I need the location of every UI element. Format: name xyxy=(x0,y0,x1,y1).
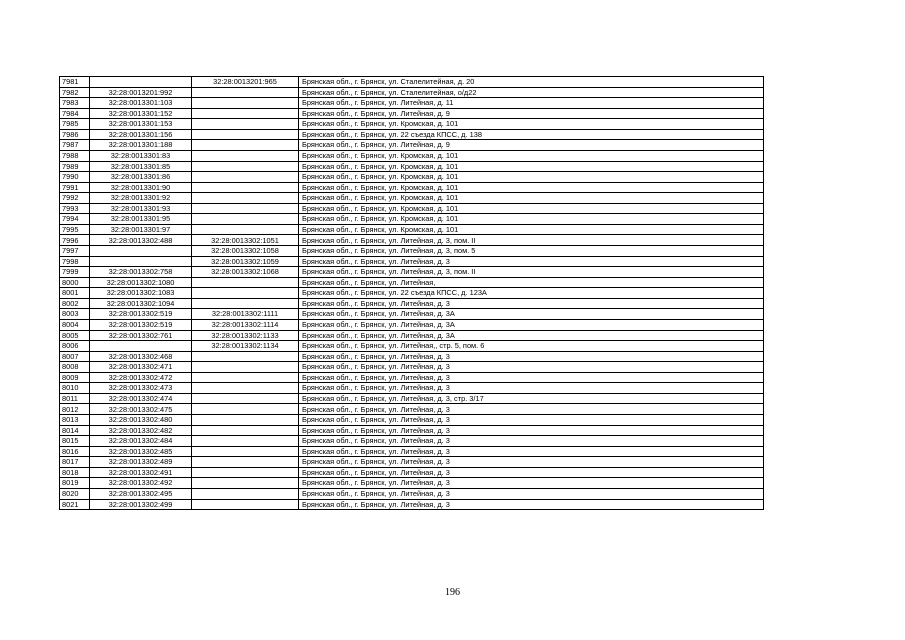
row-number-cell: 8009 xyxy=(60,372,90,383)
parcel-cadastral-cell: 32:28:0013302:489 xyxy=(90,457,192,468)
object-cadastral-cell xyxy=(192,362,299,373)
address-cell: Брянская обл., г. Брянск, ул. Литейная, д. 3 xyxy=(299,436,764,447)
parcel-cadastral-cell: 32:28:0013302:485 xyxy=(90,446,192,457)
table-row xyxy=(60,319,764,330)
parcel-cadastral-cell: 32:28:0013301:93 xyxy=(90,203,192,214)
parcel-cadastral-cell: 32:28:0013301:85 xyxy=(90,161,192,172)
object-cadastral-cell xyxy=(192,108,299,119)
parcel-cadastral-cell: 32:28:0013302:488 xyxy=(90,235,192,246)
object-cadastral-cell xyxy=(192,150,299,161)
parcel-cadastral-cell: 32:28:0013302:468 xyxy=(90,351,192,362)
table-row xyxy=(60,457,764,468)
parcel-cadastral-cell: 32:28:0013302:480 xyxy=(90,415,192,426)
object-cadastral-cell xyxy=(192,425,299,436)
row-number-cell: 8015 xyxy=(60,436,90,447)
table-row xyxy=(60,467,764,478)
object-cadastral-cell xyxy=(192,129,299,140)
table-row xyxy=(60,77,764,88)
row-number-cell: 8013 xyxy=(60,415,90,426)
parcel-cadastral-cell: 32:28:0013301:103 xyxy=(90,98,192,109)
table-row xyxy=(60,203,764,214)
table-row xyxy=(60,87,764,98)
row-number-cell: 7999 xyxy=(60,267,90,278)
table-row xyxy=(60,415,764,426)
row-number-cell: 7982 xyxy=(60,87,90,98)
address-cell: Брянская обл., г. Брянск, ул. Кромская, д. 101 xyxy=(299,214,764,225)
row-number-cell: 8007 xyxy=(60,351,90,362)
parcel-cadastral-cell xyxy=(90,246,192,257)
address-cell: Брянская обл., г. Брянск, ул. 22 съезда КПСС, д. 123А xyxy=(299,288,764,299)
row-number-cell: 8016 xyxy=(60,446,90,457)
table-row xyxy=(60,129,764,140)
address-cell: Брянская обл., г. Брянск, ул. Литейная,, стр. 5, пом. 6 xyxy=(299,341,764,352)
object-cadastral-cell xyxy=(192,351,299,362)
row-number-cell: 8017 xyxy=(60,457,90,468)
table-row xyxy=(60,341,764,352)
row-number-cell: 7983 xyxy=(60,98,90,109)
object-cadastral-cell: 32:28:0013302:1058 xyxy=(192,246,299,257)
table-row xyxy=(60,267,764,278)
table-row xyxy=(60,256,764,267)
row-number-cell: 7997 xyxy=(60,246,90,257)
address-cell: Брянская обл., г. Брянск, ул. Кромская, д. 101 xyxy=(299,172,764,183)
address-cell: Брянская обл., г. Брянск, ул. Литейная, д. 3 xyxy=(299,446,764,457)
object-cadastral-cell xyxy=(192,415,299,426)
table-row xyxy=(60,330,764,341)
row-number-cell: 7984 xyxy=(60,108,90,119)
row-number-cell: 7988 xyxy=(60,150,90,161)
parcel-cadastral-cell: 32:28:0013301:92 xyxy=(90,193,192,204)
row-number-cell: 7994 xyxy=(60,214,90,225)
object-cadastral-cell xyxy=(192,140,299,151)
parcel-cadastral-cell: 32:28:0013302:474 xyxy=(90,393,192,404)
row-number-cell: 7986 xyxy=(60,129,90,140)
object-cadastral-cell xyxy=(192,372,299,383)
address-cell: Брянская обл., г. Брянск, ул. Литейная, д. 3 xyxy=(299,298,764,309)
row-number-cell: 7981 xyxy=(60,77,90,88)
address-cell: Брянская обл., г. Брянск, ул. Литейная, д. 3 xyxy=(299,478,764,489)
table-row xyxy=(60,108,764,119)
table-row xyxy=(60,383,764,394)
parcel-cadastral-cell: 32:28:0013302:1083 xyxy=(90,288,192,299)
parcel-cadastral-cell: 32:28:0013302:519 xyxy=(90,309,192,320)
parcel-cadastral-cell: 32:28:0013302:1080 xyxy=(90,277,192,288)
parcel-cadastral-cell: 32:28:0013301:86 xyxy=(90,172,192,183)
row-number-cell: 8020 xyxy=(60,488,90,499)
object-cadastral-cell: 32:28:0013302:1111 xyxy=(192,309,299,320)
address-cell: Брянская обл., г. Брянск, ул. Литейная, xyxy=(299,277,764,288)
address-cell: Брянская обл., г. Брянск, ул. Кромская, д. 101 xyxy=(299,150,764,161)
object-cadastral-cell xyxy=(192,467,299,478)
row-number-cell: 8000 xyxy=(60,277,90,288)
row-number-cell: 7985 xyxy=(60,119,90,130)
table-row xyxy=(60,298,764,309)
object-cadastral-cell: 32:28:0013302:1114 xyxy=(192,319,299,330)
row-number-cell: 8008 xyxy=(60,362,90,373)
address-cell: Брянская обл., г. Брянск, ул. Кромская, д. 101 xyxy=(299,119,764,130)
address-cell: Брянская обл., г. Брянск, ул. Литейная, д. 3, пом. 5 xyxy=(299,246,764,257)
row-number-cell: 7990 xyxy=(60,172,90,183)
parcel-cadastral-cell: 32:28:0013302:491 xyxy=(90,467,192,478)
object-cadastral-cell xyxy=(192,277,299,288)
table-row xyxy=(60,161,764,172)
object-cadastral-cell: 32:28:0013302:1133 xyxy=(192,330,299,341)
address-cell: Брянская обл., г. Брянск, ул. Литейная, д. 3 xyxy=(299,425,764,436)
address-cell: Брянская обл., г. Брянск, ул. Литейная, д. 3 xyxy=(299,372,764,383)
row-number-cell: 7995 xyxy=(60,224,90,235)
parcel-cadastral-cell: 32:28:0013301:95 xyxy=(90,214,192,225)
object-cadastral-cell xyxy=(192,298,299,309)
table-row xyxy=(60,140,764,151)
object-cadastral-cell xyxy=(192,224,299,235)
parcel-cadastral-cell: 32:28:0013301:153 xyxy=(90,119,192,130)
parcel-cadastral-cell: 32:28:0013301:90 xyxy=(90,182,192,193)
row-number-cell: 8010 xyxy=(60,383,90,394)
row-number-cell: 8004 xyxy=(60,319,90,330)
row-number-cell: 7996 xyxy=(60,235,90,246)
table-row xyxy=(60,372,764,383)
object-cadastral-cell xyxy=(192,161,299,172)
table-row xyxy=(60,172,764,183)
object-cadastral-cell xyxy=(192,87,299,98)
row-number-cell: 8001 xyxy=(60,288,90,299)
table-row xyxy=(60,235,764,246)
table-row xyxy=(60,193,764,204)
address-cell: Брянская обл., г. Брянск, ул. Литейная, д. 3 xyxy=(299,256,764,267)
address-cell: Брянская обл., г. Брянск, ул. Литейная, д. 3 xyxy=(299,467,764,478)
row-number-cell: 8011 xyxy=(60,393,90,404)
parcel-cadastral-cell: 32:28:0013302:519 xyxy=(90,319,192,330)
table-row xyxy=(60,425,764,436)
parcel-cadastral-cell: 32:28:0013302:1094 xyxy=(90,298,192,309)
property-table xyxy=(59,76,764,510)
address-cell: Брянская обл., г. Брянск, ул. Литейная, д. 3А xyxy=(299,309,764,320)
row-number-cell: 7993 xyxy=(60,203,90,214)
table-row xyxy=(60,478,764,489)
address-cell: Брянская обл., г. Брянск, ул. Литейная, д. 3 xyxy=(299,351,764,362)
table-row xyxy=(60,436,764,447)
parcel-cadastral-cell xyxy=(90,341,192,352)
address-cell: Брянская обл., г. Брянск, ул. Литейная, д. 3 xyxy=(299,488,764,499)
parcel-cadastral-cell: 32:28:0013301:83 xyxy=(90,150,192,161)
parcel-cadastral-cell: 32:28:0013301:97 xyxy=(90,224,192,235)
row-number-cell: 7991 xyxy=(60,182,90,193)
address-cell: Брянская обл., г. Брянск, ул. Литейная, д. 3, пом. II xyxy=(299,267,764,278)
parcel-cadastral-cell: 32:28:0013302:475 xyxy=(90,404,192,415)
table-row xyxy=(60,309,764,320)
object-cadastral-cell xyxy=(192,383,299,394)
table-row xyxy=(60,488,764,499)
table-row xyxy=(60,119,764,130)
parcel-cadastral-cell: 32:28:0013302:758 xyxy=(90,267,192,278)
parcel-cadastral-cell: 32:28:0013301:152 xyxy=(90,108,192,119)
address-cell: Брянская обл., г. Брянск, ул. Литейная, д. 3 xyxy=(299,415,764,426)
address-cell: Брянская обл., г. Брянск, ул. Литейная, д. 3 xyxy=(299,383,764,394)
parcel-cadastral-cell: 32:28:0013302:482 xyxy=(90,425,192,436)
object-cadastral-cell xyxy=(192,172,299,183)
table-row xyxy=(60,288,764,299)
object-cadastral-cell xyxy=(192,119,299,130)
address-cell: Брянская обл., г. Брянск, ул. Литейная, д. 3А xyxy=(299,330,764,341)
row-number-cell: 8014 xyxy=(60,425,90,436)
parcel-cadastral-cell: 32:28:0013302:495 xyxy=(90,488,192,499)
object-cadastral-cell: 32:28:0013302:1068 xyxy=(192,267,299,278)
address-cell: Брянская обл., г. Брянск, ул. Литейная, д. 3 xyxy=(299,499,764,510)
table-row xyxy=(60,214,764,225)
object-cadastral-cell: 32:28:0013201:965 xyxy=(192,77,299,88)
address-cell: Брянская обл., г. Брянск, ул. Кромская, д. 101 xyxy=(299,203,764,214)
row-number-cell: 8018 xyxy=(60,467,90,478)
row-number-cell: 7998 xyxy=(60,256,90,267)
address-cell: Брянская обл., г. Брянск, ул. Сталелитейная, д. 20 xyxy=(299,77,764,88)
object-cadastral-cell xyxy=(192,214,299,225)
address-cell: Брянская обл., г. Брянск, ул. Литейная, д. 3, пом. II xyxy=(299,235,764,246)
object-cadastral-cell: 32:28:0013302:1059 xyxy=(192,256,299,267)
parcel-cadastral-cell: 32:28:0013302:472 xyxy=(90,372,192,383)
table-row xyxy=(60,362,764,373)
parcel-cadastral-cell: 32:28:0013302:499 xyxy=(90,499,192,510)
row-number-cell: 7989 xyxy=(60,161,90,172)
address-cell: Брянская обл., г. Брянск, ул. Кромская, д. 101 xyxy=(299,193,764,204)
address-cell: Брянская обл., г. Брянск, ул. Литейная, д. 11 xyxy=(299,98,764,109)
address-cell: Брянская обл., г. Брянск, ул. Кромская, д. 101 xyxy=(299,161,764,172)
parcel-cadastral-cell xyxy=(90,256,192,267)
row-number-cell: 8012 xyxy=(60,404,90,415)
object-cadastral-cell xyxy=(192,499,299,510)
address-cell: Брянская обл., г. Брянск, ул. Литейная, д. 9 xyxy=(299,108,764,119)
table-row xyxy=(60,246,764,257)
address-cell: Брянская обл., г. Брянск, ул. Литейная, д. 3А xyxy=(299,319,764,330)
address-cell: Брянская обл., г. Брянск, ул. Литейная, д. 3 xyxy=(299,457,764,468)
parcel-cadastral-cell: 32:28:0013302:492 xyxy=(90,478,192,489)
object-cadastral-cell xyxy=(192,193,299,204)
table-row xyxy=(60,404,764,415)
object-cadastral-cell xyxy=(192,182,299,193)
table-row xyxy=(60,446,764,457)
table-row xyxy=(60,351,764,362)
object-cadastral-cell xyxy=(192,393,299,404)
parcel-cadastral-cell: 32:28:0013201:992 xyxy=(90,87,192,98)
address-cell: Брянская обл., г. Брянск, ул. Сталелитейная, о/д22 xyxy=(299,87,764,98)
parcel-cadastral-cell: 32:28:0013301:188 xyxy=(90,140,192,151)
row-number-cell: 8003 xyxy=(60,309,90,320)
parcel-cadastral-cell: 32:28:0013301:156 xyxy=(90,129,192,140)
table-row xyxy=(60,393,764,404)
object-cadastral-cell xyxy=(192,288,299,299)
parcel-cadastral-cell: 32:28:0013302:473 xyxy=(90,383,192,394)
row-number-cell: 8019 xyxy=(60,478,90,489)
address-cell: Брянская обл., г. Брянск, ул. 22 съезда КПСС, д. 138 xyxy=(299,129,764,140)
row-number-cell: 7992 xyxy=(60,193,90,204)
parcel-cadastral-cell: 32:28:0013302:484 xyxy=(90,436,192,447)
row-number-cell: 7987 xyxy=(60,140,90,151)
property-table-body xyxy=(60,77,764,510)
table-row xyxy=(60,277,764,288)
page-number: 196 xyxy=(445,587,460,598)
object-cadastral-cell xyxy=(192,98,299,109)
table-row xyxy=(60,224,764,235)
parcel-cadastral-cell: 32:28:0013302:471 xyxy=(90,362,192,373)
parcel-cadastral-cell: 32:28:0013302:761 xyxy=(90,330,192,341)
table-row xyxy=(60,499,764,510)
table-row xyxy=(60,182,764,193)
row-number-cell: 8005 xyxy=(60,330,90,341)
address-cell: Брянская обл., г. Брянск, ул. Литейная, д. 3 xyxy=(299,362,764,373)
address-cell: Брянская обл., г. Брянск, ул. Кромская, д. 101 xyxy=(299,182,764,193)
row-number-cell: 8002 xyxy=(60,298,90,309)
table-row xyxy=(60,150,764,161)
object-cadastral-cell xyxy=(192,457,299,468)
table-row xyxy=(60,98,764,109)
address-cell: Брянская обл., г. Брянск, ул. Литейная, д. 3, стр. 3/17 xyxy=(299,393,764,404)
address-cell: Брянская обл., г. Брянск, ул. Литейная, д. 3 xyxy=(299,404,764,415)
object-cadastral-cell xyxy=(192,203,299,214)
address-cell: Брянская обл., г. Брянск, ул. Кромская, д. 101 xyxy=(299,224,764,235)
parcel-cadastral-cell xyxy=(90,77,192,88)
object-cadastral-cell xyxy=(192,488,299,499)
address-cell: Брянская обл., г. Брянск, ул. Литейная, д. 9 xyxy=(299,140,764,151)
object-cadastral-cell: 32:28:0013302:1051 xyxy=(192,235,299,246)
object-cadastral-cell xyxy=(192,446,299,457)
object-cadastral-cell xyxy=(192,404,299,415)
object-cadastral-cell xyxy=(192,436,299,447)
object-cadastral-cell: 32:28:0013302:1134 xyxy=(192,341,299,352)
row-number-cell: 8021 xyxy=(60,499,90,510)
row-number-cell: 8006 xyxy=(60,341,90,352)
object-cadastral-cell xyxy=(192,478,299,489)
